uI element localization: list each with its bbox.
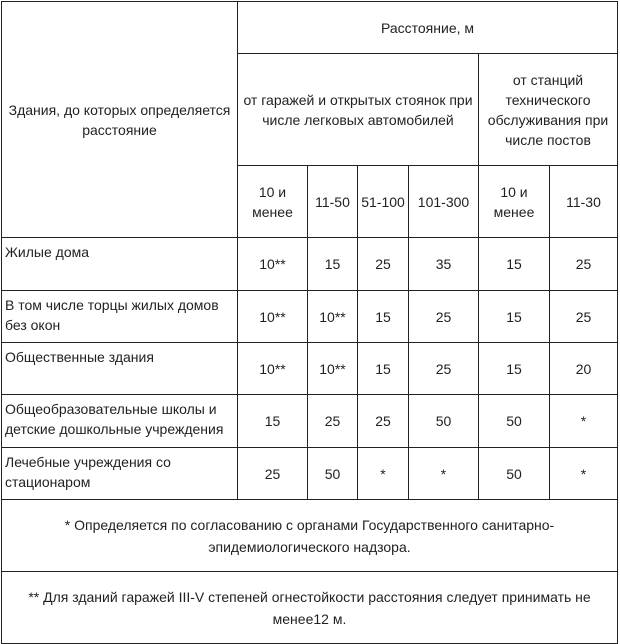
- table-cell: 50: [479, 395, 550, 448]
- table-row: [2, 343, 618, 395]
- table-row: [2, 238, 618, 291]
- table-cell: 15: [479, 238, 550, 291]
- row-label: Общественные здания: [2, 343, 238, 395]
- row-label: Общеобразовательные школы и детские дошкольные учреждения: [2, 395, 238, 448]
- garages-header: от гаражей и открытых стоянок при числе легковых автомобилей: [238, 54, 479, 166]
- table-row: [2, 448, 618, 500]
- table-cell: 50: [308, 448, 358, 500]
- table-cell: 10**: [308, 291, 358, 343]
- table-cell: 25: [358, 238, 409, 291]
- footnote-double-star: ** Для зданий гаражей III-V степеней огнестойкости расстояния следует принимать не менее12 м.: [2, 572, 618, 644]
- sub-header-cell: 11-30: [550, 166, 618, 238]
- sub-header-cell: 10 и менее: [479, 166, 550, 238]
- table-cell: 25: [308, 395, 358, 448]
- table-cell: 15: [358, 343, 409, 395]
- stations-header: от станций технического обслуживания при числе постов: [479, 54, 618, 166]
- table-cell: 20: [550, 343, 618, 395]
- table-cell: 15: [479, 343, 550, 395]
- table-cell: 25: [238, 448, 308, 500]
- row-label: Лечебные учреждения со стационаром: [2, 448, 238, 500]
- table-cell: *: [409, 448, 479, 500]
- note-row: [2, 500, 618, 572]
- table-cell: 15: [308, 238, 358, 291]
- table-row: [2, 291, 618, 343]
- table-cell: *: [550, 395, 618, 448]
- distance-table: [1, 1, 618, 644]
- table-cell: *: [358, 448, 409, 500]
- sub-header-cell: 10 и менее: [238, 166, 308, 238]
- footnote-single-star: * Определяется по согласованию с органами Государственного санитарно-эпидемиологического надзора.: [2, 500, 618, 572]
- buildings-header: Здания, до которых определяется расстояние: [2, 2, 238, 238]
- row-label: Жилые дома: [2, 238, 238, 291]
- table-cell: *: [550, 448, 618, 500]
- sub-header-cell: 51-100: [358, 166, 409, 238]
- table-cell: 15: [358, 291, 409, 343]
- table-cell: 50: [409, 395, 479, 448]
- table-row: [2, 395, 618, 448]
- sub-header-cell: 11-50: [308, 166, 358, 238]
- table-cell: 15: [238, 395, 308, 448]
- note-row: [2, 572, 618, 644]
- table-cell: 25: [409, 291, 479, 343]
- table-cell: 10**: [308, 343, 358, 395]
- table-cell: 35: [409, 238, 479, 291]
- row-label: В том числе торцы жилых домов без окон: [2, 291, 238, 343]
- table-cell: 10**: [238, 343, 308, 395]
- table-cell: 25: [409, 343, 479, 395]
- table-cell: 10**: [238, 291, 308, 343]
- table-cell: 15: [479, 291, 550, 343]
- table-cell: 25: [358, 395, 409, 448]
- table-cell: 50: [479, 448, 550, 500]
- table-cell: 25: [550, 291, 618, 343]
- table-cell: 10**: [238, 238, 308, 291]
- sub-header-cell: 101-300: [409, 166, 479, 238]
- table-cell: 25: [550, 238, 618, 291]
- distance-header: Расстояние, м: [238, 2, 618, 54]
